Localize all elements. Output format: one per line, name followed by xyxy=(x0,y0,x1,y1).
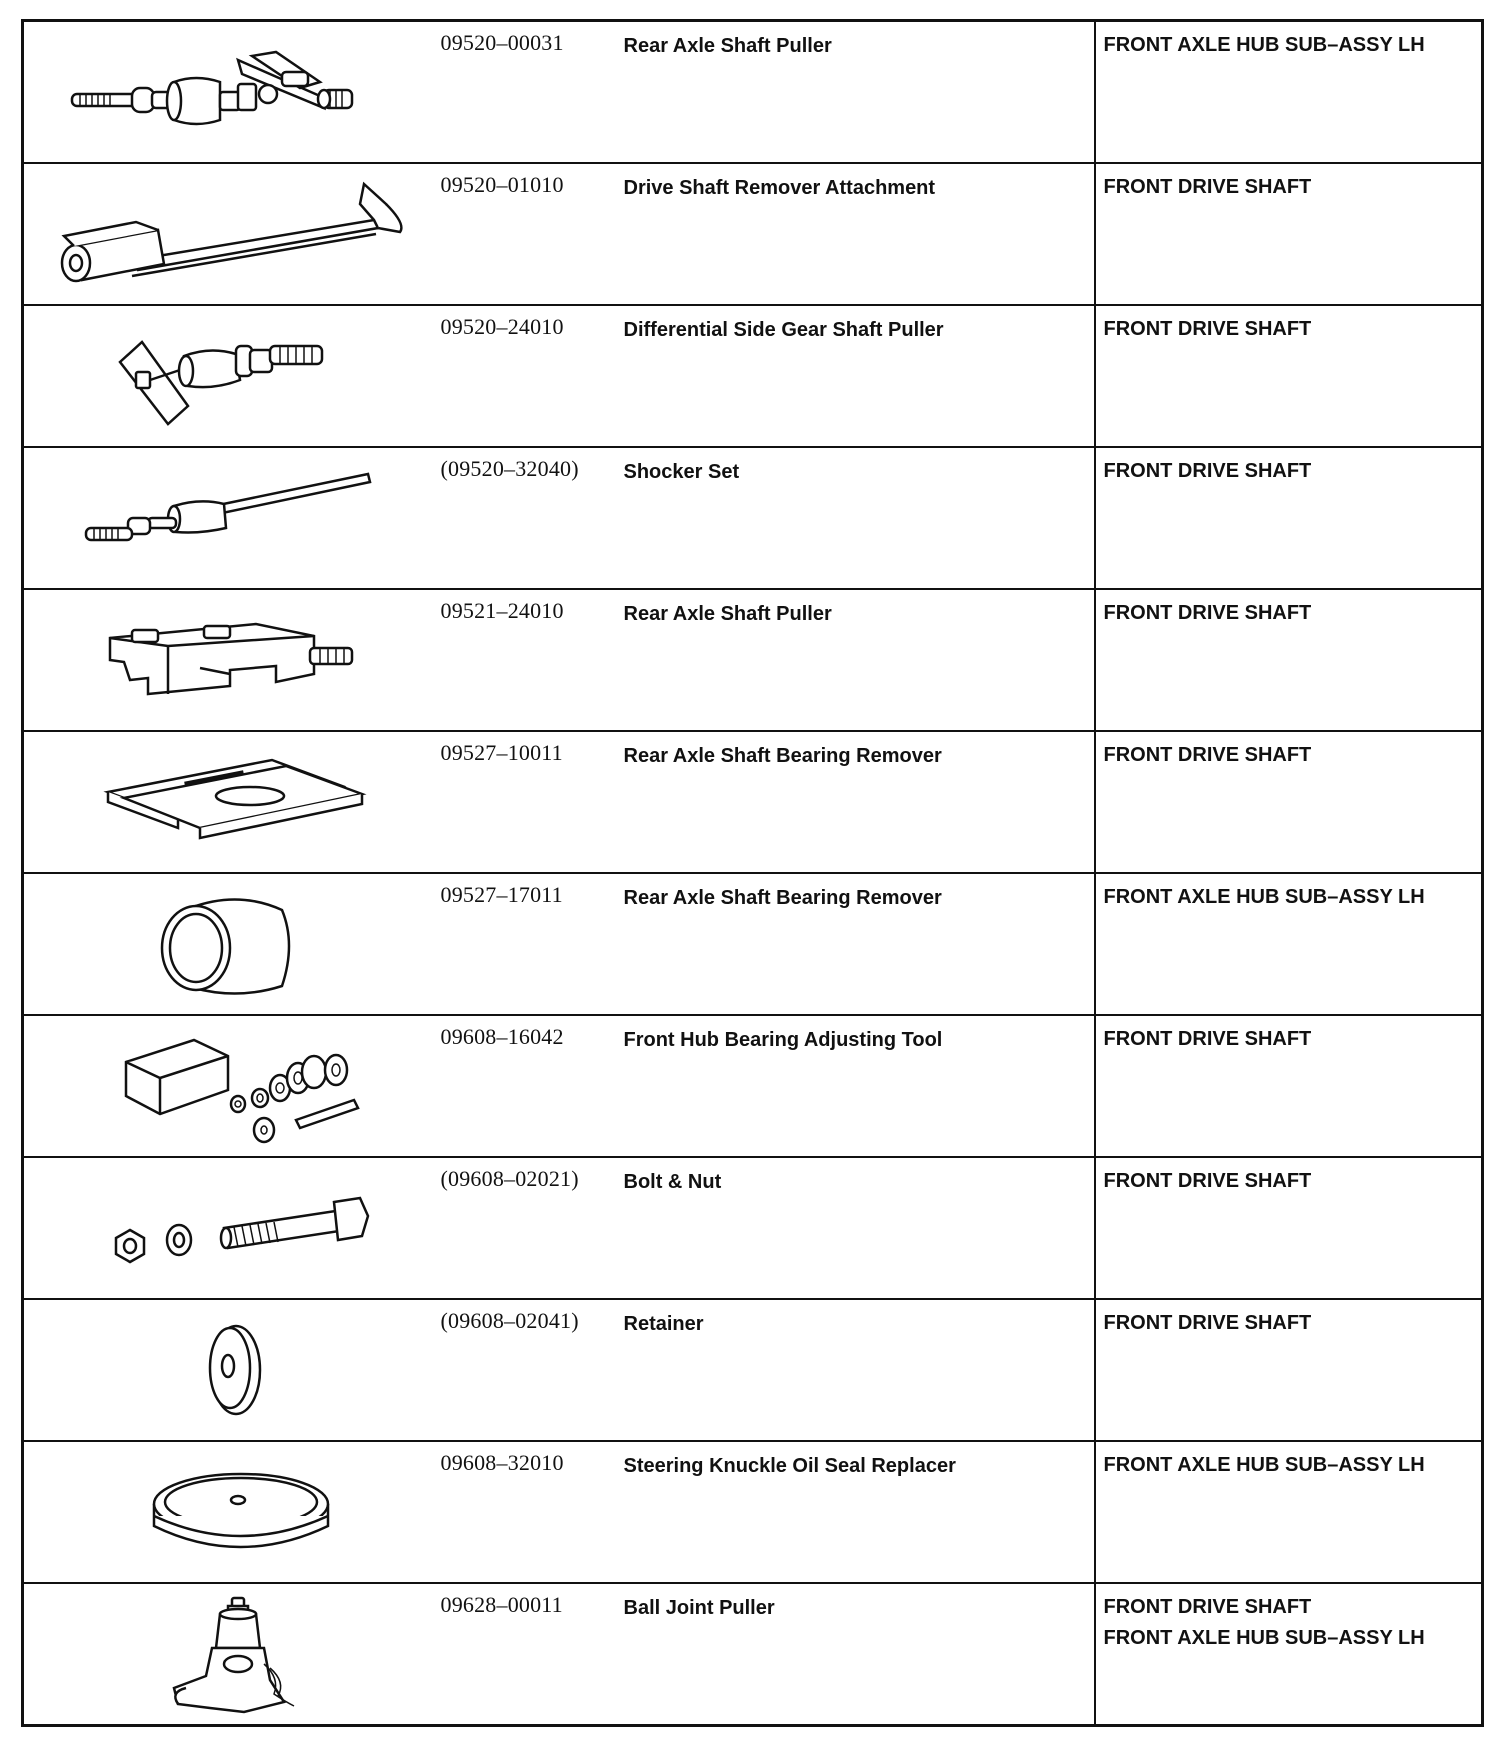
illustration-cell xyxy=(23,731,437,873)
illustration-cell xyxy=(23,305,437,447)
table-row xyxy=(23,447,1483,589)
tool-name: Shocker Set xyxy=(623,461,740,483)
illustration-cell xyxy=(23,589,437,731)
note-line: FRONT DRIVE SHAFT xyxy=(1103,318,1312,340)
note-cell xyxy=(1095,305,1483,447)
tool-name-cell xyxy=(620,1441,1095,1583)
tool-name: Bolt & Nut xyxy=(623,1171,722,1193)
part-number: (09608–02041) xyxy=(440,1308,579,1333)
remover-attachment-icon xyxy=(24,164,438,304)
part-number-cell xyxy=(437,1299,620,1441)
tool-name: Front Hub Bearing Adjusting Tool xyxy=(623,1029,943,1051)
note-cell xyxy=(1095,447,1483,589)
tool-name-cell xyxy=(620,163,1095,305)
table-row xyxy=(23,163,1483,305)
tool-name-cell xyxy=(620,1299,1095,1441)
bearing-remover-cup-icon xyxy=(24,874,438,1014)
table-row xyxy=(23,1157,1483,1299)
tool-name-cell xyxy=(620,731,1095,873)
illustration-cell xyxy=(23,21,437,164)
illustration-cell xyxy=(23,1015,437,1157)
axle-shaft-puller-icon xyxy=(24,22,438,162)
part-number: 09608–32010 xyxy=(440,1450,564,1475)
table-row xyxy=(23,305,1483,447)
note-line: FRONT DRIVE SHAFT xyxy=(1103,1028,1312,1050)
tool-name: Ball Joint Puller xyxy=(623,1597,775,1619)
note-line: FRONT AXLE HUB SUB–ASSY LH xyxy=(1103,886,1425,908)
note-cell xyxy=(1095,1157,1483,1299)
note-cell xyxy=(1095,1299,1483,1441)
part-number: 09520–01010 xyxy=(440,172,564,197)
tool-name-cell xyxy=(620,1157,1095,1299)
note-cell xyxy=(1095,589,1483,731)
tool-name: Retainer xyxy=(623,1313,704,1335)
tool-name-cell xyxy=(620,1583,1095,1726)
note-line: FRONT DRIVE SHAFT xyxy=(1103,176,1312,198)
tool-name: Rear Axle Shaft Puller xyxy=(623,603,832,625)
special-service-tools-table xyxy=(21,19,1484,1727)
table-row xyxy=(23,21,1483,164)
note-cell xyxy=(1095,1441,1483,1583)
part-number: 09527–10011 xyxy=(440,740,563,765)
note-cell xyxy=(1095,1015,1483,1157)
part-number-cell xyxy=(437,21,620,164)
table-row xyxy=(23,589,1483,731)
tool-name-cell xyxy=(620,1015,1095,1157)
note-line: FRONT DRIVE SHAFT xyxy=(1103,1312,1312,1334)
part-number-cell xyxy=(437,305,620,447)
tool-name: Differential Side Gear Shaft Puller xyxy=(623,319,944,341)
note-line: FRONT DRIVE SHAFT xyxy=(1103,602,1312,624)
part-number-cell xyxy=(437,731,620,873)
note-line: FRONT DRIVE SHAFT xyxy=(1103,1170,1312,1192)
part-number: 09521–24010 xyxy=(440,598,564,623)
illustration-cell xyxy=(23,1441,437,1583)
oil-seal-replacer-icon xyxy=(24,1442,438,1582)
part-number: 09527–17011 xyxy=(440,882,563,907)
illustration-cell xyxy=(23,1157,437,1299)
part-number: 09628–00011 xyxy=(440,1592,563,1617)
table-row xyxy=(23,1583,1483,1726)
tool-name-cell xyxy=(620,305,1095,447)
shocker-set-icon xyxy=(24,448,438,588)
tool-name: Rear Axle Shaft Puller xyxy=(623,35,832,57)
note-cell xyxy=(1095,873,1483,1015)
note-line: FRONT AXLE HUB SUB–ASSY LH xyxy=(1103,1454,1425,1476)
part-number: 09520–24010 xyxy=(440,314,564,339)
part-number-cell xyxy=(437,1015,620,1157)
note-line: FRONT DRIVE SHAFT xyxy=(1103,1596,1312,1618)
table-row xyxy=(23,873,1483,1015)
note-line: FRONT AXLE HUB SUB–ASSY LH xyxy=(1103,1627,1425,1649)
part-number-cell xyxy=(437,589,620,731)
part-number-cell xyxy=(437,1157,620,1299)
note-line: FRONT AXLE HUB SUB–ASSY LH xyxy=(1103,34,1425,56)
tool-name-cell xyxy=(620,873,1095,1015)
part-number: (09608–02021) xyxy=(440,1166,579,1191)
illustration-cell xyxy=(23,1583,437,1726)
part-number: 09608–16042 xyxy=(440,1024,564,1049)
note-cell xyxy=(1095,1583,1483,1726)
note-cell xyxy=(1095,731,1483,873)
note-line: FRONT DRIVE SHAFT xyxy=(1103,744,1312,766)
tool-name: Steering Knuckle Oil Seal Replacer xyxy=(623,1455,956,1477)
shaft-puller-block-icon xyxy=(24,590,438,730)
part-number-cell xyxy=(437,163,620,305)
note-cell xyxy=(1095,163,1483,305)
part-number-cell xyxy=(437,1583,620,1726)
tool-name: Drive Shaft Remover Attachment xyxy=(623,177,936,199)
hub-bearing-tool-set-icon xyxy=(24,1016,438,1156)
ball-joint-puller-icon xyxy=(24,1584,438,1724)
tool-name-cell xyxy=(620,589,1095,731)
table-row xyxy=(23,1299,1483,1441)
part-number-cell xyxy=(437,873,620,1015)
table-body xyxy=(23,21,1483,1726)
table-row xyxy=(23,1015,1483,1157)
tool-name-cell xyxy=(620,447,1095,589)
note-line: FRONT DRIVE SHAFT xyxy=(1103,460,1312,482)
part-number-cell xyxy=(437,447,620,589)
table-row xyxy=(23,1441,1483,1583)
illustration-cell xyxy=(23,873,437,1015)
note-cell xyxy=(1095,21,1483,164)
retainer-washer-icon xyxy=(24,1300,438,1440)
side-gear-shaft-puller-icon xyxy=(24,306,438,446)
tool-name: Rear Axle Shaft Bearing Remover xyxy=(623,745,942,767)
tool-name: Rear Axle Shaft Bearing Remover xyxy=(623,887,942,909)
illustration-cell xyxy=(23,163,437,305)
part-number: 09520–00031 xyxy=(440,30,564,55)
bolt-nut-icon xyxy=(24,1158,438,1298)
part-number-cell xyxy=(437,1441,620,1583)
bearing-remover-plate-icon xyxy=(24,732,438,872)
illustration-cell xyxy=(23,1299,437,1441)
part-number: (09520–32040) xyxy=(440,456,579,481)
tool-name-cell xyxy=(620,21,1095,164)
illustration-cell xyxy=(23,447,437,589)
table-row xyxy=(23,731,1483,873)
